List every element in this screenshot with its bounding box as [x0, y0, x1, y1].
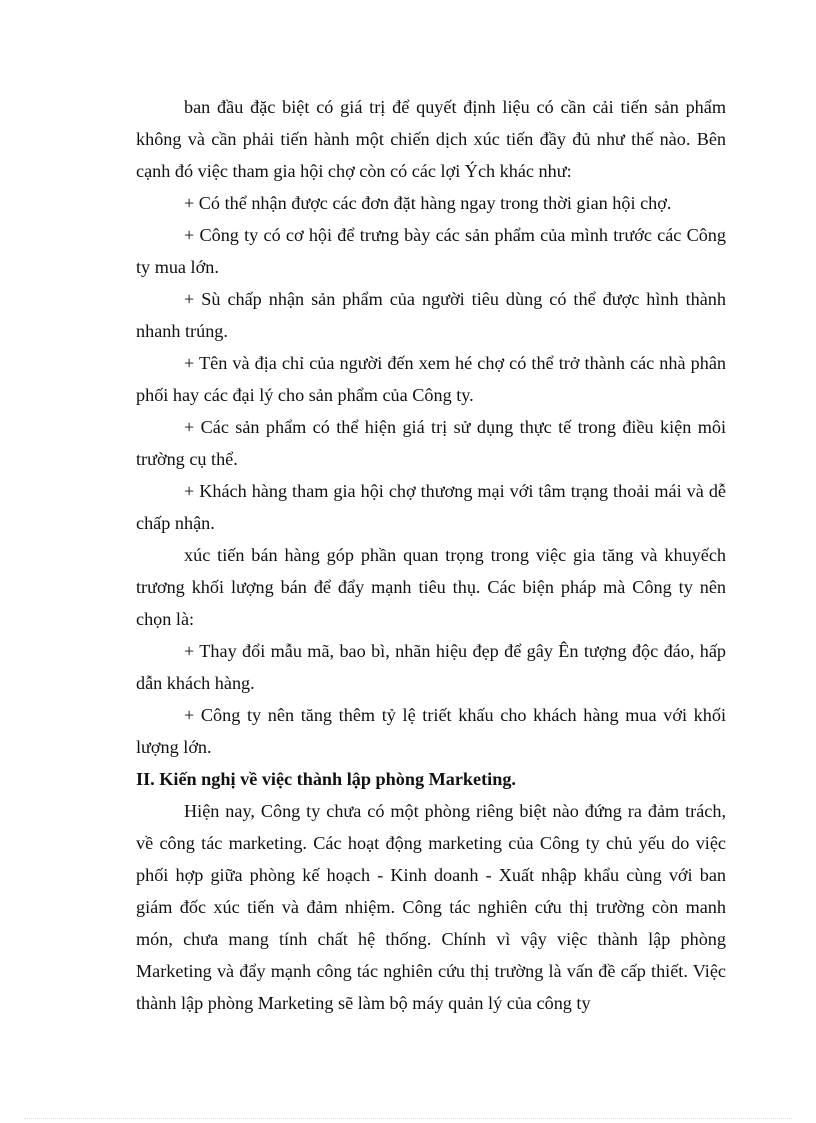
bullet-practical-value: + Các sản phẩm có thể hiện giá trị sử dụng thực tế trong điều kiện môi trường cụ thể. [136, 417, 726, 469]
bullet-display-products: + Công ty có cơ hội để trưng bày các sản phẩm của mình trước các Công ty mua lớn. [136, 225, 726, 277]
bullet-consumer-acceptance: + Sù chấp nhận sản phẩm của người tiêu dùng có thể được hình thành nhanh trúng. [136, 289, 726, 341]
paragraph-sales-promotion: xúc tiến bán hàng góp phần quan trọng trong việc gia tăng và khuyếch trương khối lượng bán để đẩy mạnh tiêu thụ. Các biện pháp mà Công ty nên chọn là: [136, 545, 726, 629]
bullet-orders-during-fair: + Có thể nhận được các đơn đặt hàng ngay trong thời gian hội chợ. [184, 193, 672, 213]
bullet-packaging-change: + Thay đổi mẫu mã, bao bì, nhãn hiệu đẹp để gây Ên tượng độc đáo, hấp dẫn khách hàng. [136, 641, 726, 693]
paragraph-trade-fair-intro: ban đầu đặc biệt có giá trị để quyết định liệu có cần cải tiến sản phẩm không và cần phải tiến hành một chiến dịch xúc tiến đầy đủ như thế nào. Bên cạnh đó việc tham gia hội chợ còn có các lợi Ých khác như: [136, 97, 726, 181]
bullet-visitor-distributors: + Tên và địa chỉ của người đến xem hé chợ có thể trở thành các nhà phân phối hay các đại lý cho sản phẩm của Công ty. [136, 353, 726, 405]
paragraph-marketing-department: Hiện nay, Công ty chưa có một phòng riêng biệt nào đứng ra đảm trách, về công tác marketing. Các hoạt động marketing của Công ty chủ yếu do việc phối hợp giữa phòng kế hoạch - Kinh doanh - Xuất nhập khẩu cùng với ban giám đốc xúc tiến và đảm nhiệm. Công tác nghiên cứu thị trường còn manh món, chưa mang tính chất hệ thống. Chính vì vậy việc thành lập phòng Marketing và đẩy mạnh công tác nghiên cứu thị trường là vấn đề cấp thiết. Việc thành lập phòng Marketing sẽ làm bộ máy quản lý của công ty [136, 801, 726, 1013]
page-bottom-divider [24, 1118, 792, 1119]
bullet-customer-mood: + Khách hàng tham gia hội chợ thương mại với tâm trạng thoải mái và dễ chấp nhận. [136, 481, 726, 533]
section-heading: II. Kiến nghị về việc thành lập phòng Marketing. [136, 769, 516, 789]
document-body [136, 91, 726, 1019]
bullet-discount-rate: + Công ty nên tăng thêm tỷ lệ triết khấu cho khách hàng mua với khối lượng lớn. [136, 705, 726, 757]
